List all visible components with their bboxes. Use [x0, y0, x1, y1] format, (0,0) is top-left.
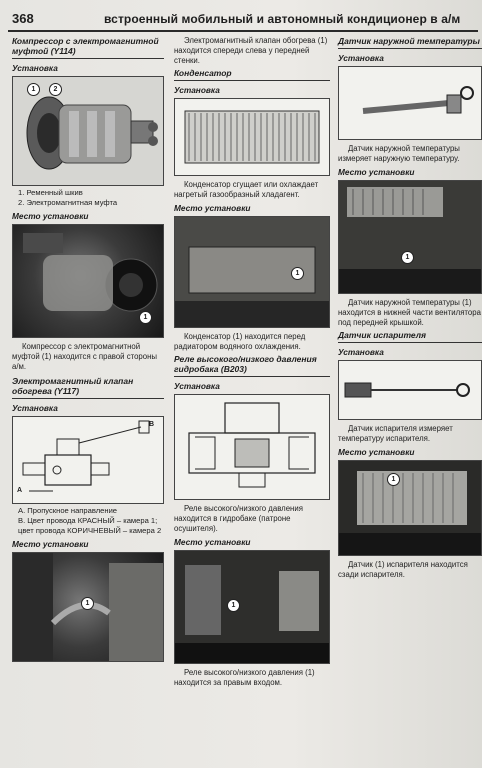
condenser-location-caption: Конденсатор (1) находится перед радиатором водяного охлаждения. [174, 332, 306, 351]
condenser-location-label: Место установки [174, 203, 251, 213]
condenser-photo [174, 98, 330, 176]
compressor-location-label: Место установки [12, 211, 89, 221]
condenser-drawing [175, 99, 329, 175]
callout-1: 1 [291, 267, 304, 280]
legend-item: 1. Ременный шкив [18, 188, 83, 197]
evaporator-sensor-drawing [339, 361, 481, 419]
sensor-location-label: Место установки [338, 167, 415, 177]
callout-1: 1 [401, 251, 414, 264]
evaporator-location-caption: Датчик (1) испарителя находится сзади испарителя. [338, 560, 468, 579]
valve-diagram [12, 416, 164, 504]
sensor-drawing [339, 67, 481, 139]
compressor-legend [18, 188, 164, 208]
sensor-location-photo [338, 180, 482, 294]
sensor-photo [338, 66, 482, 140]
callout-1: 1 [387, 473, 400, 486]
column-middle [174, 36, 330, 688]
condenser-location-photo [174, 216, 330, 328]
compressor-location-caption: Компрессор с электромагнитной муфтой (1) находится с правой стороны а/м. [12, 342, 158, 371]
compressor-photo [12, 76, 164, 186]
valve-notes [18, 506, 164, 536]
page-number: 368 [12, 11, 34, 26]
compressor-install-label: Установка [12, 63, 58, 73]
relay-diagram [174, 394, 330, 500]
note-item: A. Пропускное направление [18, 506, 118, 515]
label-b: B [149, 421, 155, 428]
label-a: A [17, 487, 23, 494]
relay-heading: Реле высокого/низкого давления гидробака (B203) [174, 354, 330, 377]
evaporator-sensor-photo [338, 360, 482, 420]
callout-1: 1 [227, 599, 240, 612]
relay-location-photo [174, 550, 330, 664]
compressor-location-photo [12, 224, 164, 338]
relay-caption: Реле высокого/низкого давления находится в гидробаке (патроне осушителя). [174, 504, 303, 533]
evaporator-install-label: Установка [338, 347, 384, 357]
callout-1: 1 [81, 597, 94, 610]
callout-2: 2 [49, 83, 62, 96]
relay-location-label: Место установки [174, 537, 251, 547]
callout-1: 1 [139, 311, 152, 324]
valve-install-label: Установка [12, 403, 58, 413]
compressor-heading: Компрессор с электромагнитной муфтой (Y114) [12, 36, 164, 59]
note-item: B. Цвет провода КРАСНЫЙ – камера 1; цвет провода КОРИЧНЕВЫЙ – камера 2 [18, 516, 162, 535]
condenser-caption: Конденсатор сгущает или охлаждает нагретый газообразный хладагент. [174, 180, 319, 199]
sensor-location-illustration [339, 181, 481, 293]
evaporator-heading: Датчик испарителя [338, 330, 482, 343]
sensor-heading: Датчик наружной температуры [338, 36, 482, 49]
relay-location-illustration [175, 551, 329, 663]
sensor-install-label: Установка [338, 53, 384, 63]
page-header [8, 8, 478, 32]
valve-heading: Электромагнитный клапан обогрева (Y117) [12, 376, 164, 399]
condenser-install-label: Установка [174, 85, 220, 95]
condenser-heading: Конденсатор [174, 68, 330, 81]
relay-drawing [175, 395, 329, 499]
evaporator-caption: Датчик испарителя измеряет температуру испарителя. [338, 424, 453, 443]
valve-location-photo [12, 552, 164, 662]
evaporator-location-label: Место установки [338, 447, 415, 457]
legend-item: 2. Электромагнитная муфта [18, 198, 118, 207]
valve-location-label: Место установки [12, 539, 89, 549]
sensor-caption: Датчик наружной температуры измеряет наружную температуру. [338, 144, 460, 163]
column-left [12, 36, 164, 662]
relay-install-label: Установка [174, 381, 220, 391]
column-right [338, 36, 482, 580]
relay-location-caption: Реле высокого/низкого давления (1) находится за правым входом. [174, 668, 315, 687]
evaporator-location-photo [338, 460, 482, 556]
page-title: встроенный мобильный и автономный кондиционер в а/м [104, 12, 461, 26]
sensor-location-caption: Датчик наружной температуры (1) находится в нижней части вентилятора под передней крышкой. [338, 298, 481, 327]
valve-drawing [13, 417, 163, 503]
condenser-location-illustration [175, 217, 329, 327]
evaporator-location-illustration [339, 461, 481, 555]
callout-1: 1 [27, 83, 40, 96]
valve-location-caption: Электромагнитный клапан обогрева (1) находится спереди слева у передней стенки. [174, 36, 328, 65]
